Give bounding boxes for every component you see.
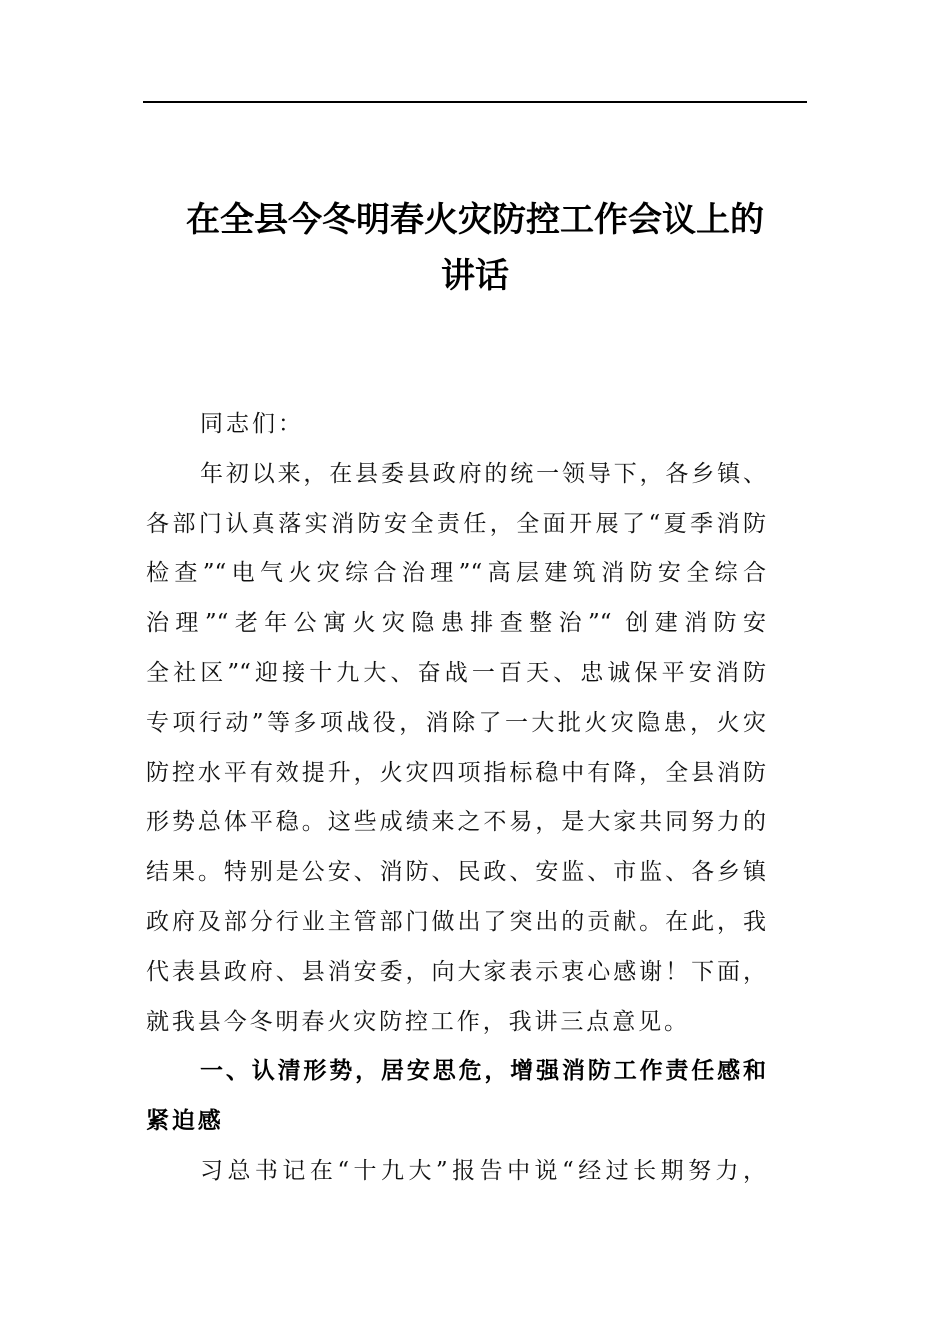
paragraph-2-line: 习总书记在“十九大”报告中说“经过长期努力， <box>200 1157 766 1184</box>
paragraph-1-line: 结果。特别是公安、消防、民政、安监、市监、各乡镇 <box>146 859 766 886</box>
paragraph-1-line: 全社区”“迎接十九大、奋战一百天、忠诚保平安消防 <box>146 659 766 686</box>
header-rule <box>143 101 807 103</box>
document-title <box>143 192 807 304</box>
salutation: 同志们： <box>200 411 304 437</box>
paragraph-2 <box>146 1147 766 1197</box>
title-line-1: 在全县今冬明春火灾防控工作会议上的 <box>186 200 764 240</box>
paragraph-1-line: 防控水平有效提升，火灾四项指标稳中有降，全县消防 <box>146 759 766 786</box>
paragraph-1-line: 政府及部分行业主管部门做出了突出的贡献。在此，我 <box>146 908 766 935</box>
paragraph-1 <box>146 450 766 1048</box>
section-heading-line: 一、认清形势，居安思危，增强消防工作责任感和 <box>200 1058 766 1085</box>
section-1-heading <box>146 1047 766 1147</box>
paragraph-1-line: 各部门认真落实消防安全责任，全面开展了“夏季消防 <box>146 510 766 537</box>
paragraph-1-line: 代表县政府、县消安委，向大家表示衷心感谢！下面， <box>146 958 766 985</box>
paragraph-1-line: 治理”“老年公寓火灾隐患排查整治”“ 创建消防安 <box>146 610 766 637</box>
paragraph-1-line: 专项行动”等多项战役，消除了一大批火灾隐患，火灾 <box>146 709 766 736</box>
section-heading-line: 紧迫感 <box>146 1108 224 1135</box>
paragraph-1-line: 检查”“电气火灾综合治理”“高层建筑消防安全综合 <box>146 560 766 587</box>
document-body <box>146 400 766 1197</box>
paragraph-1-line: 形势总体平稳。这些成绩来之不易，是大家共同努力的 <box>146 809 766 836</box>
paragraph-1-line: 年初以来，在县委县政府的统一领导下，各乡镇、 <box>200 460 766 487</box>
paragraph-1-line: 就我县今冬明春火灾防控工作，我讲三点意见。 <box>146 1008 690 1035</box>
title-line-2: 讲话 <box>441 256 509 296</box>
